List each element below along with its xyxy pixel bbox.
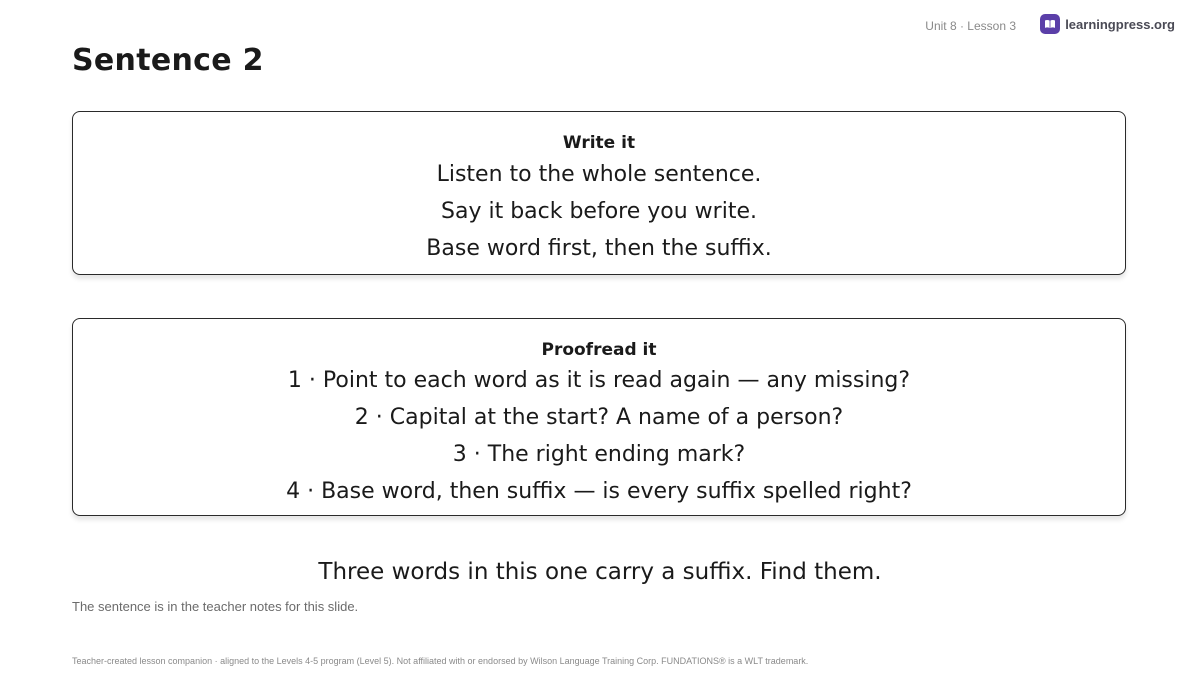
write-it-steps [73,156,1125,267]
write-it-step: Say it back before you write. [441,199,757,224]
page-title: Sentence 2 [72,43,264,78]
write-it-step: Listen to the whole sentence. [436,162,762,187]
brand-name: learningpress.org [1065,16,1175,32]
write-it-card [72,111,1126,275]
write-it-step: Base word first, then the suffix. [426,236,772,261]
unit-lesson-label: Unit 8 · Lesson 3 [925,19,1016,33]
teacher-note: The sentence is in the teacher notes for this slide. [72,599,359,614]
book-icon [1040,14,1060,34]
proofread-step: 4 · Base word, then suffix — is every suffix spelled right? [286,479,912,504]
footer-disclaimer: Teacher-created lesson companion · aligned to the Levels 4-5 program (Level 5). Not affiliated with or endorsed by Wilson Language Training Corp. FUNDATIONS® is a WLT trademark. [72,656,809,666]
proofread-step: 1 · Point to each word as it is read again — any missing? [287,368,911,393]
proofread-it-card [72,318,1126,516]
proofread-it-heading: Proofread it [541,340,657,360]
suffix-prompt: Three words in this one carry a suffix. Find them. [318,559,882,585]
write-it-heading: Write it [562,133,636,153]
proofread-step: 3 · The right ending mark? [452,442,746,467]
brand[interactable] [1040,14,1175,34]
proofread-step: 2 · Capital at the start? A name of a person? [354,405,844,430]
proofread-checklist [73,362,1125,510]
